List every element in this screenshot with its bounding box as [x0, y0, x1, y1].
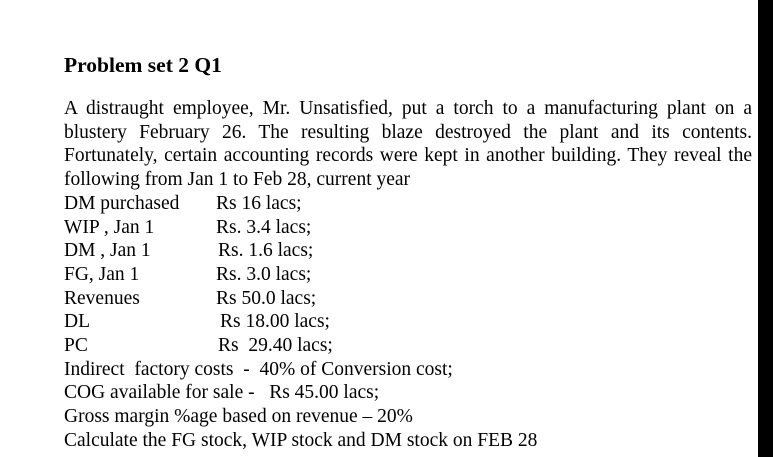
- record-line: [64, 263, 752, 287]
- note-line: Calculate the FG stock, WIP stock and DM stock on FEB 28: [64, 429, 538, 451]
- problem-intro: A distraught employee, Mr. Unsatisfied, put a torch to a manufacturing plant on a blustery February 26. The resulting blaze destroyed the plant and its contents. Fortunately, certain accounting records were kept in another building. They reveal the following from Jan 1 to Feb 28, current year: [64, 98, 752, 191]
- record-line: [64, 310, 752, 334]
- record-value: Rs 29.40 lacs;: [218, 334, 333, 356]
- record-value: Rs. 3.4 lacs;: [216, 216, 312, 238]
- record-label: DM , Jan 1: [64, 240, 151, 262]
- record-value: Rs. 3.0 lacs;: [216, 263, 312, 285]
- record-line: [64, 287, 752, 311]
- problem-title: Problem set 2 Q1: [64, 53, 222, 77]
- record-label: DL: [64, 311, 90, 333]
- record-value: Rs 16 lacs;: [216, 192, 302, 214]
- record-line: [64, 334, 752, 358]
- record-line: [64, 239, 752, 263]
- note-line: Gross margin %age based on revenue – 20%: [64, 406, 413, 427]
- document-body: [64, 51, 752, 452]
- record-value: Rs 50.0 lacs;: [216, 287, 317, 309]
- record-value: Rs. 1.6 lacs;: [218, 240, 314, 262]
- record-label: DM purchased: [64, 192, 180, 214]
- record-line: [64, 192, 752, 216]
- record-label: WIP , Jan 1: [64, 216, 155, 238]
- record-label: Revenues: [64, 287, 140, 309]
- record-value: Rs 18.00 lacs;: [220, 311, 330, 333]
- window-edge-bar: [758, 0, 773, 457]
- record-label: FG, Jan 1: [64, 263, 140, 285]
- note-line: Indirect factory costs - 40% of Conversion cost;: [64, 358, 453, 380]
- record-label: PC: [64, 334, 88, 356]
- record-line: [64, 216, 752, 240]
- note-line: COG available for sale - Rs 45.00 lacs;: [64, 382, 380, 404]
